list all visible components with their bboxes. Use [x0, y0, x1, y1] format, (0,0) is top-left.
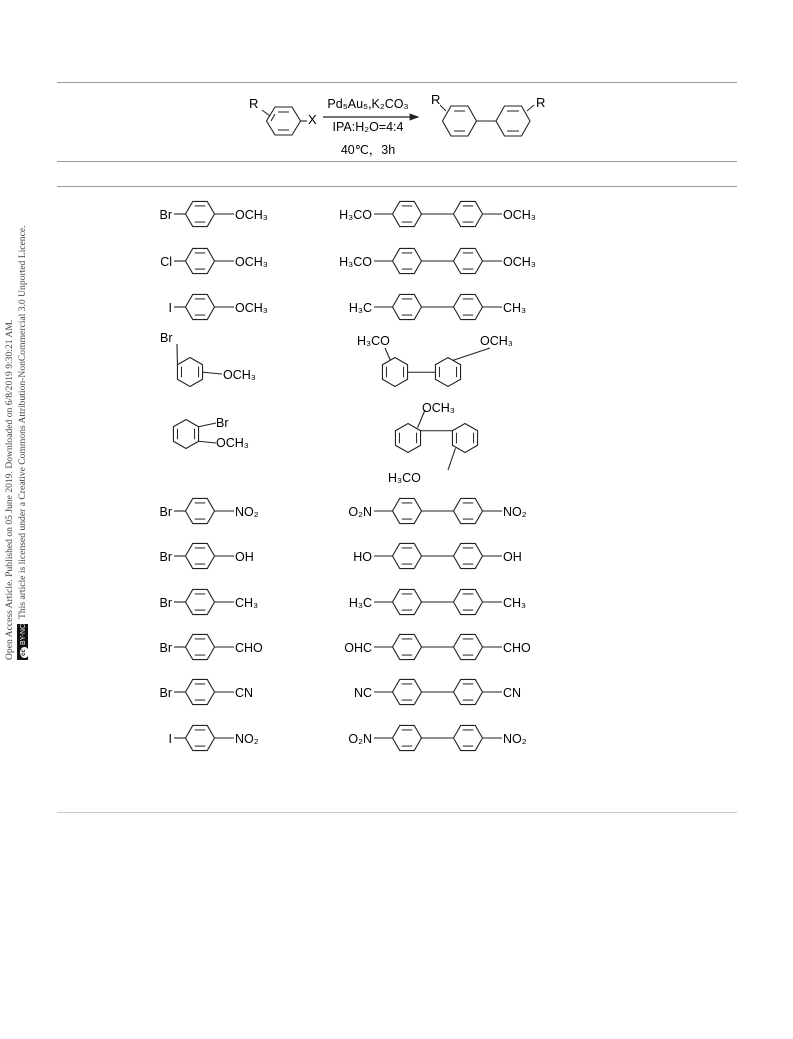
table-row — [174, 679, 502, 704]
table-row — [174, 294, 502, 319]
substrate-right-label: NO₂ — [235, 732, 259, 746]
cc-icon: cc — [20, 647, 29, 658]
substrate-right-label: CH₃ — [235, 596, 259, 610]
substrate-structure — [173, 420, 216, 449]
substrate-right-label: CHO — [235, 641, 263, 655]
reactant-r-label: R — [249, 96, 259, 111]
table-row — [174, 248, 502, 273]
product-left-label: NC — [353, 686, 372, 700]
substrate-right-label: OCH₃ — [235, 208, 268, 222]
product-structure — [374, 725, 502, 750]
product-right-label: OCH₃ — [480, 334, 513, 348]
table-row — [174, 543, 502, 568]
product-right-label: NO₂ — [503, 505, 527, 519]
product-right-label: CH₃ — [503, 301, 527, 315]
product-left-label: H₃CO — [357, 334, 390, 348]
substrate-structure — [174, 201, 234, 226]
product-structure — [374, 498, 502, 523]
product-right-label: CHO — [503, 641, 531, 655]
product-structure — [395, 410, 477, 470]
substrate-right-label: CN — [235, 686, 254, 700]
product-left-label: H₃CO — [339, 208, 372, 222]
product-left-label: HO — [353, 550, 372, 564]
substrate-right-label: OH — [235, 550, 254, 564]
product-r-right-label: R — [536, 95, 546, 110]
substrate-right-label: NO₂ — [235, 505, 259, 519]
product-left-label: O₂N — [348, 505, 372, 519]
substrate-left-label: Br — [159, 641, 172, 655]
conditions-temperature-time: 40℃，3h — [340, 143, 396, 157]
substrate-top-label: Br — [216, 416, 229, 430]
substrate-top-label: Br — [160, 331, 173, 345]
substrate-structure — [174, 725, 234, 750]
product-structure — [382, 348, 490, 387]
product-structure — [374, 201, 502, 226]
product-bottom-label: H₃CO — [388, 471, 421, 485]
product-structure — [374, 248, 502, 273]
product-right-label: CH₃ — [503, 596, 527, 610]
substrate-structure — [174, 248, 234, 273]
product-left-label: H₃C — [348, 596, 372, 610]
product-structure — [374, 589, 502, 614]
substrate-structure — [174, 589, 234, 614]
conditions-catalyst: Pd₅Au₅,K₂CO₃ — [327, 97, 409, 111]
cc-badge-label: BY-NC — [20, 623, 27, 645]
substrate-left-label: Br — [159, 686, 172, 700]
table-row — [174, 201, 502, 226]
substrate-right-label: OCH₃ — [223, 368, 256, 382]
product-structure — [374, 679, 502, 704]
product-right-label: OCH₃ — [503, 255, 536, 269]
substrate-left-label: Cl — [160, 255, 172, 269]
product-left-label: O₂N — [348, 732, 372, 746]
product-right-label: OH — [503, 550, 522, 564]
substrate-structure — [174, 679, 234, 704]
substrate-left-label: I — [168, 732, 172, 746]
license-notice[interactable]: This article is licensed under a Creative Commons Attribution-NonCommercial 3.0 Unported Licence. — [17, 225, 28, 619]
substrate-structure — [174, 294, 234, 319]
substrate-left-label: Br — [159, 208, 172, 222]
substrate-left-label: Br — [159, 596, 172, 610]
product-left-label: H₃C — [348, 301, 372, 315]
table-row — [174, 498, 502, 523]
substrate-left-label: Br — [159, 505, 172, 519]
substrate-left-label: Br — [159, 550, 172, 564]
substrate-structure — [174, 498, 234, 523]
table-row — [174, 589, 502, 614]
substrate-structure — [174, 543, 234, 568]
product-structure — [374, 634, 502, 659]
product-right-label: NO₂ — [503, 732, 527, 746]
substrate-right-label: OCH₃ — [216, 436, 249, 450]
product-top-label: OCH₃ — [422, 401, 455, 415]
substrate-left-label: I — [168, 301, 172, 315]
product-left-label: OHC — [344, 641, 372, 655]
product-structure — [374, 294, 502, 319]
substrate-right-label: OCH₃ — [235, 255, 268, 269]
table-row — [174, 634, 502, 659]
substrate-right-label: OCH₃ — [235, 301, 268, 315]
product-right-label: CN — [503, 686, 522, 700]
substrate-structure — [177, 344, 222, 387]
reactant-x-label: X — [308, 112, 317, 127]
table-row — [174, 725, 502, 750]
product-left-label: H₃CO — [339, 255, 372, 269]
product-right-label: OCH₃ — [503, 208, 536, 222]
substrate-structure — [174, 634, 234, 659]
product-r-left-label: R — [431, 92, 441, 107]
product-structure — [374, 543, 502, 568]
publication-notice: Open Access Article. Published on 05 June 2019. Downloaded on 6/8/2019 9:30:21 AM. — [4, 319, 15, 660]
conditions-solvent: IPA:H₂O=4:4 — [332, 120, 404, 134]
